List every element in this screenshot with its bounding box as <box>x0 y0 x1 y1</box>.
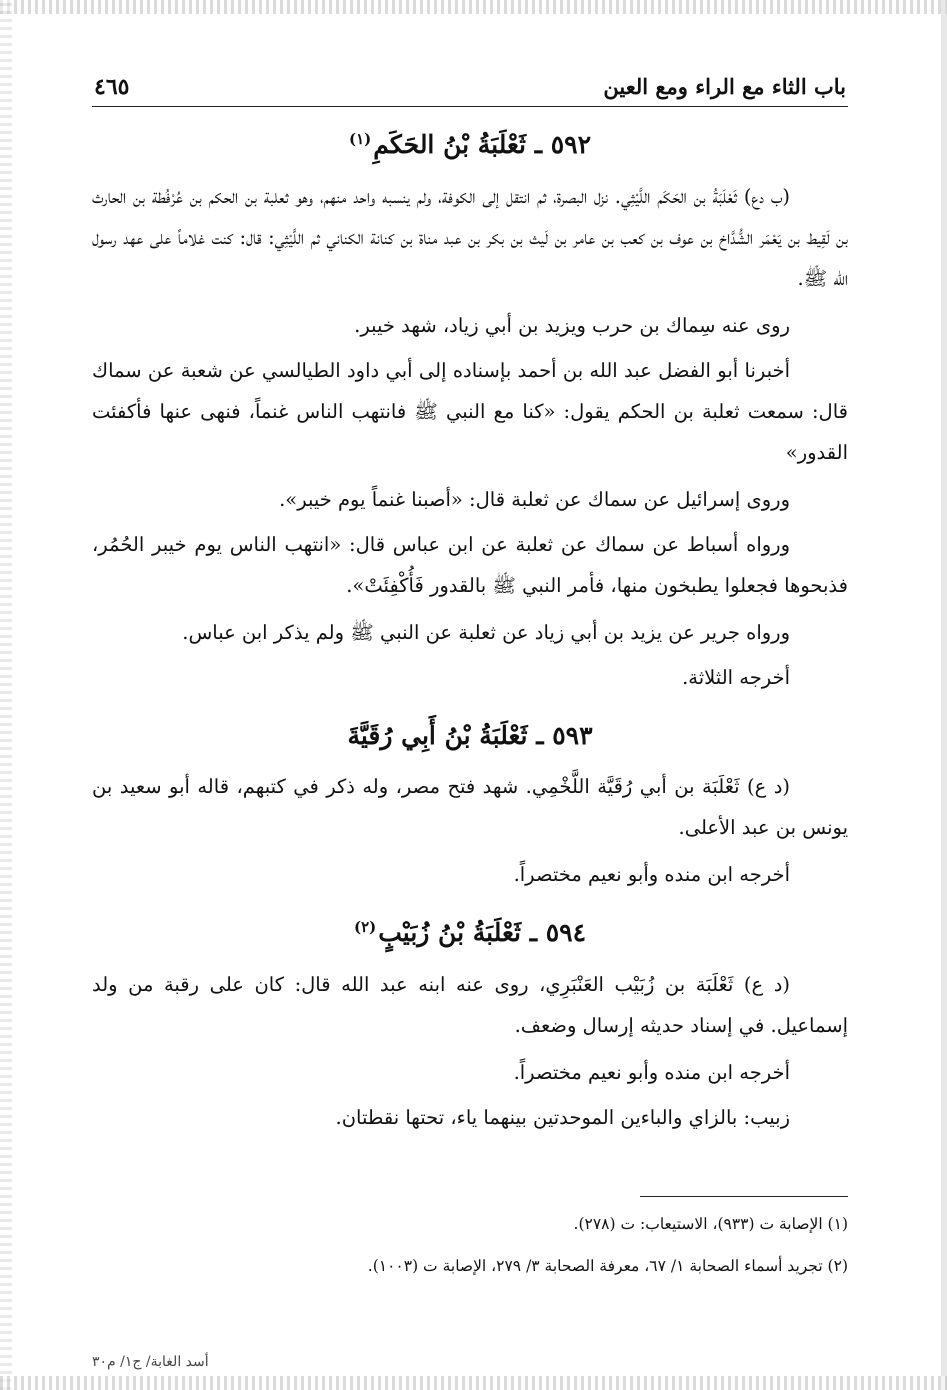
entry-paragraph: زبيب: بالزاي والباءين الموحدتين بينهما ياء، تحتها نقطتان. <box>335 1105 790 1129</box>
entry-paragraph: أخرجه ابن منده وأبو نعيم مختصراً. <box>513 863 790 886</box>
decorative-border-top <box>0 0 947 14</box>
entry-paragraph: أخرجه الثلاثة. <box>682 665 790 689</box>
entry-paragraph: أخبرنا أبو الفضل عبد الله بن أحمد بإسناده إلى أبي داود الطيالسي عن شعبة عن سماك قال: سمعت ثعلبة بن الحكم يقول: «كنا مع النبي ﷺ فانتهب الناس غنماً، فنهى عنها فأكفئت القدور» <box>92 358 848 464</box>
entry-paragraph: روى عنه سِماك بن حرب ويزيد بن أبي زياد، شهد خيبر. <box>354 313 790 337</box>
page-edge-right <box>941 0 947 1390</box>
footnote: (١) الإصابة ت (٩٣٣)، الاستيعاب: ت (٢٧٨). <box>573 1214 848 1233</box>
entry-paragraph: وروى إسرائيل عن سماك عن ثعلبة قال: «أصبنا غنماً يوم خيبر». <box>279 487 790 511</box>
entry-paragraph: (ب دع) ثَعْلَبَةُ بن الحَكَم اللَّيْثِي. نزل البصرة، ثم انتقل إلى الكوفة، ولم ينسبه واحد منهم، وهو ثعلبة بن الحكم بن عُرْفُطة بن الحارث بن لَقِيط بن يَعْمَر الشُّدَّاخ بن عوف بن كعب بن عامر بن لَيث بن بكر بن عبد مناة بن كنانة الكناني ثم اللَّيْثِي: قال: كنت غلاماً على عهد رسول الله ﷺ. <box>92 184 848 290</box>
entry-title-text: ٥٩٢ ـ ثَعْلَبَةُ بْنُ الحَكَمِ <box>373 130 592 159</box>
running-header <box>92 74 848 107</box>
entry-title-text: ٥٩٤ ـ ثَعْلَبَةُ بْنُ زُبَيْبٍ <box>378 918 587 947</box>
footnote-ref: (١) <box>348 129 372 148</box>
decorative-border-bottom <box>0 1376 947 1390</box>
entry-title-593 <box>92 720 848 753</box>
entry-title-text: ٥٩٣ ـ ثَعْلَبَةُ بْنُ أَبِي رُقَيَّةَ <box>347 720 593 750</box>
entry-paragraph: أخرجه ابن منده وأبو نعيم مختصراً. <box>513 1060 790 1084</box>
footnote-divider <box>640 1196 848 1197</box>
footnote-ref: (٢) <box>353 917 377 936</box>
chapter-title: باب الثاء مع الراء ومع العين <box>603 74 846 99</box>
entry-paragraph: ورواه أسباط عن سماك عن ثعلبة عن ابن عباس قال: «انتهب الناس يوم خيبر الحُمُر، فذبحوها فجعلوا يطبخون منها، فأمر النبي ﷺ بالقدور فَأُكْفِئَتْ». <box>92 532 848 597</box>
page-number: ٤٦٥ <box>94 74 130 100</box>
footnote: (٢) تجريد أسماء الصحابة ١/ ٦٧، معرفة الصحابة ٣/ ٢٧٩، الإصابة ت (١٠٠٣). <box>367 1256 848 1275</box>
entry-paragraph: (د ع) ثَعْلَبَة بن زُبَيْب العَنْبَرِي، روى عنه ابنه عبد الله قال: كان على رقبة من ولد إسماعيل. في إسناد حديثه إرسال وضعف. <box>92 972 848 1037</box>
entry-paragraph: (د ع) ثَعْلَبَة بن أبي رُقَيَّة اللَّخْمِي. شهد فتح مصر، وله ذكر في كتبهم، قاله أبو سعيد بن يونس بن عبد الأعلى. <box>92 775 848 839</box>
entry-paragraph: ورواه جرير عن يزيد بن أبي زياد عن ثعلبة عن النبي ﷺ ولم يذكر ابن عباس. <box>182 620 790 644</box>
footer-signature: أسد الغابة/ ج١/ م٣٠ <box>92 1354 209 1370</box>
book-page <box>92 74 848 1295</box>
entry-title-594 <box>92 917 848 950</box>
entry-title-592 <box>92 129 848 162</box>
decorative-border-left <box>0 0 12 1390</box>
